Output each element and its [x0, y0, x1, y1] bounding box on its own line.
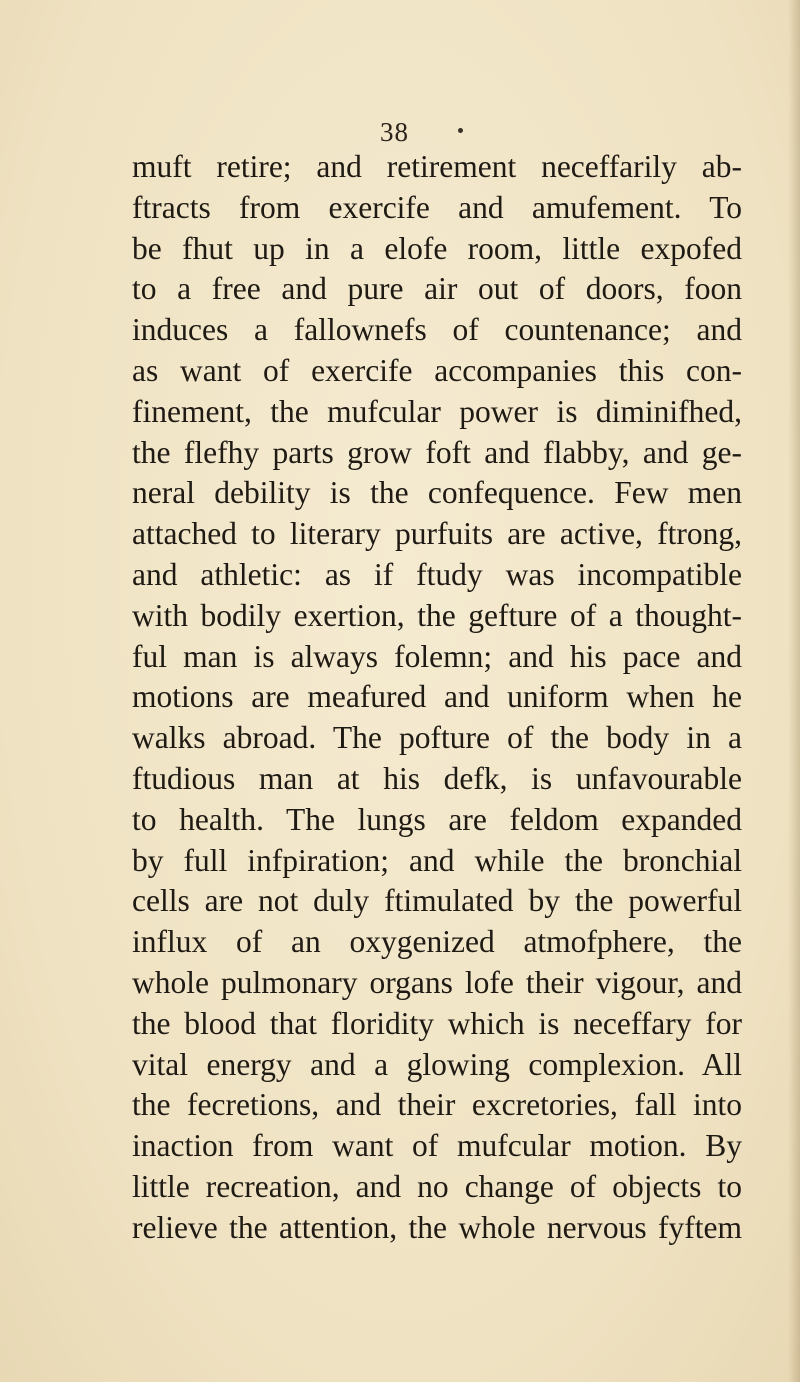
- text-line: inaction from want of mufcular motion. By: [132, 1128, 742, 1164]
- text-line: ftracts from exercife and amufement. To: [132, 189, 742, 225]
- text-line: and athletic: as if ftudy was incompatible: [132, 556, 742, 592]
- text-line: cells are not duly ftimulated by the powerful: [132, 883, 742, 919]
- text-line: ful man is always folemn; and his pace and: [132, 638, 742, 674]
- text-line: with bodily exertion, the gefture of a thought-: [132, 597, 742, 633]
- text-line: little recreation, and no change of objects to: [132, 1168, 742, 1204]
- text-line: ftudious man at his defk, is unfavourable: [132, 760, 742, 796]
- page-edge-shadow: [788, 0, 800, 1382]
- text-line: the fecretions, and their excretories, fall into: [132, 1087, 742, 1123]
- text-line: to health. The lungs are feldom expanded: [132, 801, 742, 837]
- text-line: by full infpiration; and while the bronchial: [132, 842, 742, 878]
- text-line: relieve the attention, the whole nervous fyftem: [132, 1209, 742, 1245]
- text-line: walks abroad. The pofture of the body in a: [132, 720, 742, 756]
- text-line: vital energy and a glowing complexion. All: [132, 1046, 742, 1082]
- ink-speck: [458, 128, 463, 133]
- text-line: to a free and pure air out of doors, foon: [132, 271, 742, 307]
- text-line: be fhut up in a elofe room, little expofed: [132, 230, 742, 266]
- body-text: [132, 147, 742, 1249]
- text-line: whole pulmonary organs lofe their vigour, and: [132, 964, 742, 1000]
- text-line: influx of an oxygenized atmofphere, the: [132, 924, 742, 960]
- page-number: 38: [380, 117, 409, 147]
- text-line: finement, the mufcular power is diminifhed,: [132, 393, 742, 429]
- text-line: the flefhy parts grow foft and flabby, and ge-: [132, 434, 742, 470]
- text-line: muft retire; and retirement neceffarily ab-: [132, 149, 742, 184]
- text-line: as want of exercife accompanies this con-: [132, 352, 742, 388]
- text-line: attached to literary purfuits are active, ftrong,: [132, 516, 742, 552]
- text-line: induces a fallownefs of countenance; and: [132, 312, 742, 348]
- text-line: the blood that floridity which is neceffary for: [132, 1005, 742, 1041]
- text-line: neral debility is the confequence. Few men: [132, 475, 742, 511]
- text-line: motions are meafured and uniform when he: [132, 679, 742, 715]
